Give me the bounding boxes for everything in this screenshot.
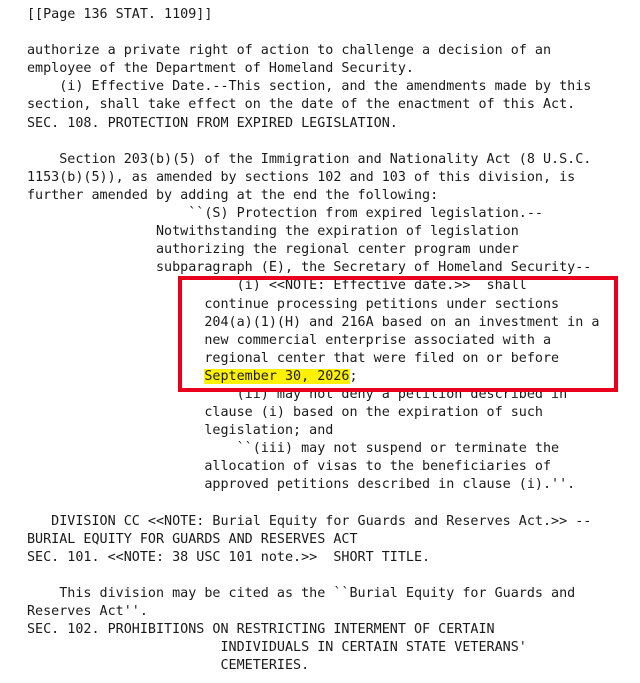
text-line: Notwithstanding the expiration of legislation (27, 224, 519, 240)
highlighted-date: September 30, 2026 (204, 368, 350, 384)
text-line: authorizing the regional center program under (27, 242, 519, 258)
text-line: (ii) may not deny a petition described in (27, 386, 568, 402)
indent (27, 369, 204, 384)
text-line: regional center that were filed on or before (27, 350, 560, 366)
division-heading: BURIAL EQUITY FOR GUARDS AND RESERVES ACT (27, 531, 358, 547)
text-line: continue processing petitions under sections (27, 296, 560, 312)
text-line: authorize a private right of action to challenge a decision of an (27, 43, 552, 59)
highlighted-date-line (27, 368, 637, 386)
text-line: Section 203(b)(5) of the Immigration and Nationality Act (8 U.S.C. (27, 151, 592, 167)
text-line: clause (i) based on the expiration of such (27, 405, 543, 421)
text-line: (i) <<NOTE: Effective date.>> shall (27, 278, 527, 294)
text-line: 204(a)(1)(H) and 216A based on an investment in a (27, 314, 600, 330)
legislation-text (27, 6, 637, 675)
section-heading: SEC. 102. PROHIBITIONS ON RESTRICTING INTERMENT OF CERTAIN (27, 622, 495, 638)
text-line: allocation of visas to the beneficiaries of (27, 459, 552, 475)
text-line: further amended by adding at the end the following: (27, 187, 439, 203)
text-line: section, shall take effect on the date of the enactment of this Act. (27, 97, 576, 113)
section-heading: CEMETERIES. (27, 658, 310, 674)
text-line: legislation; and (27, 423, 334, 439)
section-heading: SEC. 101. <<NOTE: 38 USC 101 note.>> SHORT TITLE. (27, 549, 431, 565)
text-line: subparagraph (E), the Secretary of Homeland Security-- (27, 260, 592, 276)
date-suffix: ; (349, 368, 358, 384)
text-line: 1153(b)(5)), as amended by sections 102 and 103 of this division, is (27, 169, 576, 185)
text-line: ``(iii) may not suspend or terminate the (27, 441, 560, 457)
text-line: ``(S) Protection from expired legislation.-- (27, 206, 543, 222)
text-line: approved petitions described in clause (i).''. (27, 477, 576, 493)
text-line: This division may be cited as the ``Burial Equity for Guards and (27, 586, 576, 601)
text-line: new commercial enterprise associated with a (27, 332, 552, 348)
text-line: Reserves Act''. (27, 604, 148, 620)
division-heading: DIVISION CC <<NOTE: Burial Equity for Guards and Reserves Act.>> -- (27, 513, 592, 529)
text-line: (i) Effective Date.--This section, and the amendments made by this (27, 79, 592, 95)
section-heading: SEC. 108. PROTECTION FROM EXPIRED LEGISLATION. (27, 115, 398, 131)
text-line: employee of the Department of Homeland Security. (27, 61, 414, 77)
page-header: [[Page 136 STAT. 1109]] (27, 7, 213, 22)
section-heading: INDIVIDUALS IN CERTAIN STATE VETERANS' (27, 640, 527, 656)
